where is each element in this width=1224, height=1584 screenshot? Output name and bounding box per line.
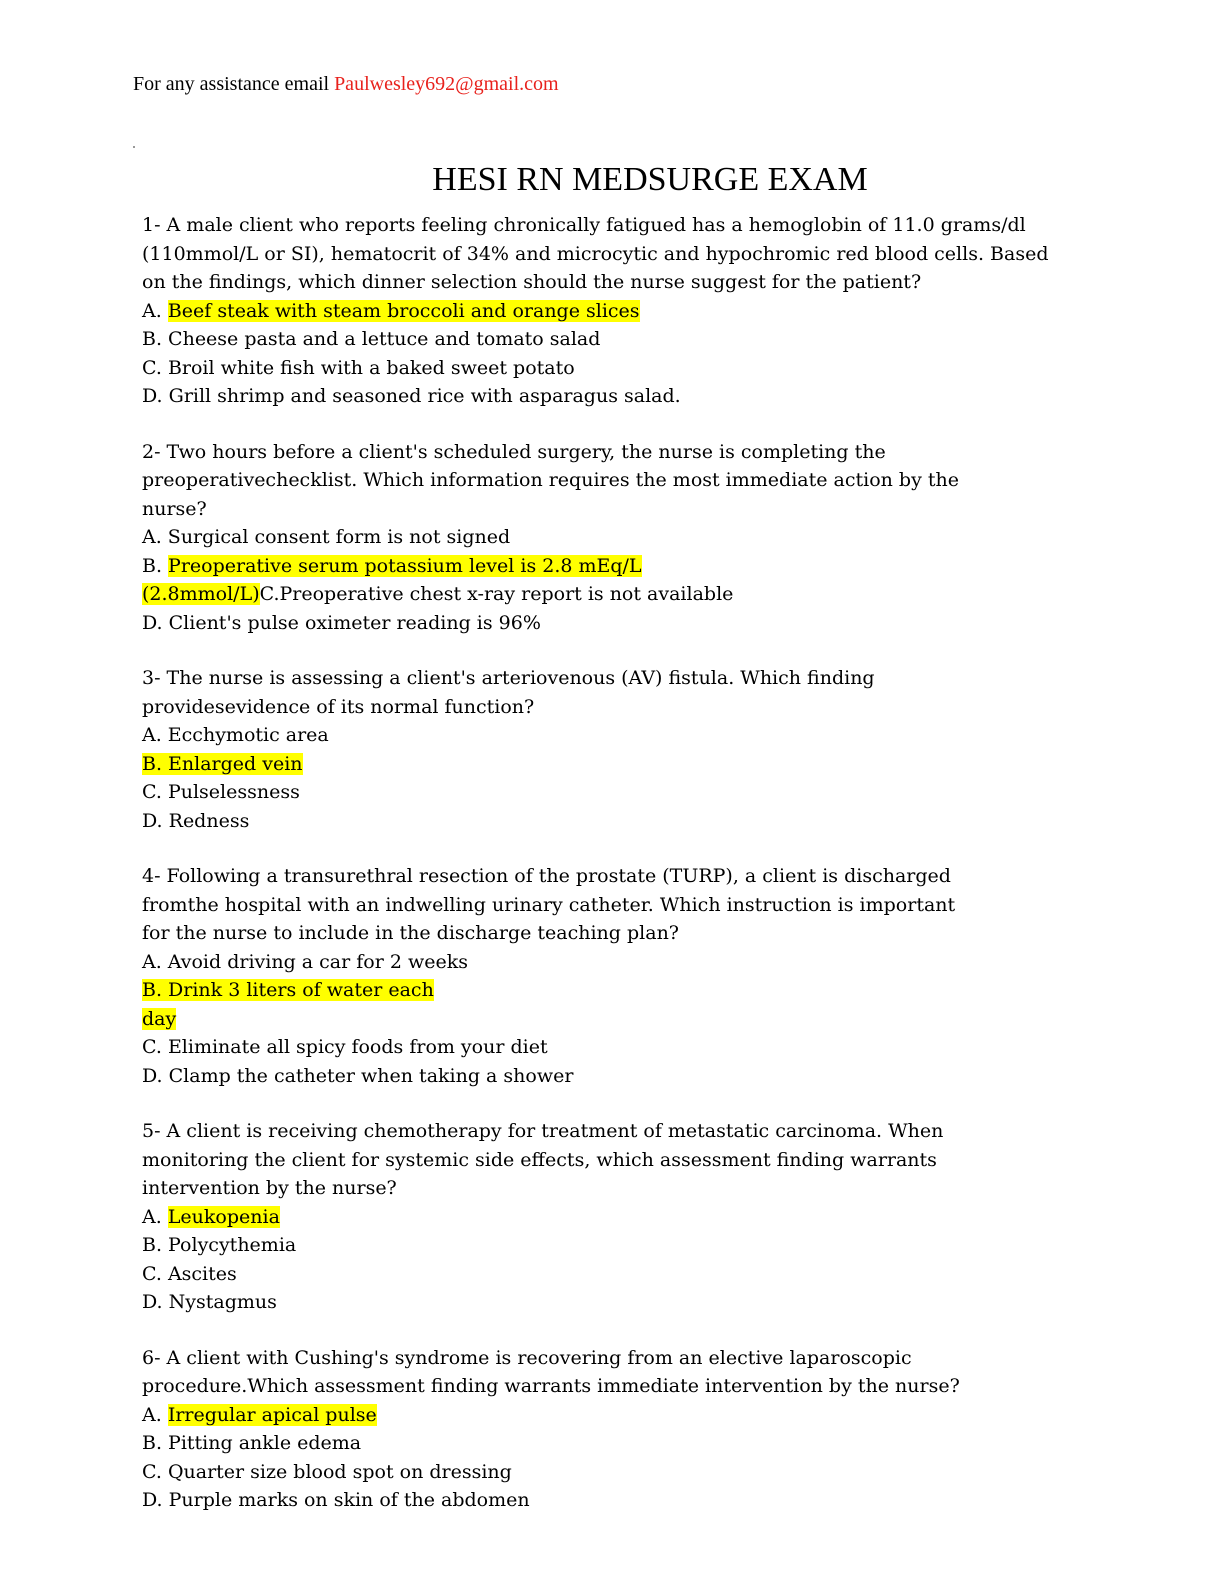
question-1 xyxy=(142,211,1062,411)
highlighted-answer: Leukopenia xyxy=(167,1205,280,1228)
question-stem-line: providesevidence of its normal function? xyxy=(142,695,535,718)
option-a: A. Avoid driving a car for 2 weeks xyxy=(142,950,468,973)
highlighted-answer: Preoperative serum potassium level is 2.8 mEq/L xyxy=(168,554,642,577)
option-d: D. Redness xyxy=(142,809,250,832)
option-a: A. Beef steak with steam broccoli and orange slices xyxy=(142,299,640,322)
option-c: C. Ascites xyxy=(142,1262,237,1285)
option-d: D. Grill shrimp and seasoned rice with asparagus salad. xyxy=(142,385,681,407)
question-2 xyxy=(142,438,1062,638)
option-b-continued xyxy=(142,1005,1062,1034)
highlighted-answer: Beef steak with steam broccoli and orange slices xyxy=(167,299,640,322)
question-6 xyxy=(142,1344,1062,1515)
option-c: C.Preoperative chest x-ray report is not available xyxy=(259,583,734,605)
option-b-continued xyxy=(142,580,1062,609)
option-d: D. Nystagmus xyxy=(142,1291,277,1313)
option-c: C. Eliminate all spicy foods from your diet xyxy=(142,1036,548,1058)
option-b xyxy=(142,976,1062,1005)
question-3 xyxy=(142,664,1062,835)
highlighted-answer: B. Drink 3 liters of water each xyxy=(142,979,434,1001)
option-a: A. Ecchymotic area xyxy=(142,724,329,746)
option-c: C. Quarter size blood spot on dressing xyxy=(142,1460,512,1483)
question-stem-line: intervention by the nurse? xyxy=(142,1177,397,1199)
stray-dot xyxy=(133,146,135,148)
page-title: HESI RN MEDSURGE EXAM xyxy=(432,161,868,198)
option-d: D. Client's pulse oximeter reading is 96% xyxy=(142,611,541,634)
question-stem: 1- A male client who reports feeling chronically fatigued has a hemoglobin of 11.0 grams/dl (110mmol/L or SI), hematocrit of 34% and microcytic and hypochromic red blood cells. Based on the findings, which dinner selection should the nurse suggest for the patient? xyxy=(142,214,1049,293)
option-a: A. Surgical consent form is not signed xyxy=(142,526,511,548)
question-stem-line: procedure.Which assessment finding warrants immediate intervention by the nurse? xyxy=(142,1375,960,1397)
highlighted-answer: B. Enlarged vein xyxy=(142,752,303,775)
question-stem-line: preoperativechecklist. Which information requires the most immediate action by the xyxy=(142,469,959,491)
highlighted-answer: Irregular apical pulse xyxy=(167,1403,377,1426)
question-stem-line: 6- A client with Cushing's syndrome is recovering from an elective laparoscopic xyxy=(142,1346,912,1369)
question-5 xyxy=(142,1117,1062,1317)
question-stem-line: 5- A client is receiving chemotherapy for treatment of metastatic carcinoma. When xyxy=(142,1120,944,1142)
assistance-email-link[interactable]: Paulwesley692@gmail.com xyxy=(334,73,559,95)
option-b: B. Cheese pasta and a lettuce and tomato salad xyxy=(142,328,601,350)
highlighted-answer: (2.8mmol/L) xyxy=(142,583,260,605)
question-stem-line: nurse? xyxy=(142,497,207,520)
option-b: B. Polycythemia xyxy=(142,1234,297,1256)
question-4 xyxy=(142,862,1062,1090)
option-c: C. Pulselessness xyxy=(142,781,300,803)
option-d: D. Purple marks on skin of the abdomen xyxy=(142,1489,530,1511)
option-a: A. Irregular apical pulse xyxy=(142,1403,377,1426)
highlighted-answer: day xyxy=(142,1007,177,1030)
option-d: D. Clamp the catheter when taking a shower xyxy=(142,1064,574,1087)
question-stem-line: 4- Following a transurethral resection of the prostate (TURP), a client is discharged xyxy=(142,865,951,887)
question-stem-line: 3- The nurse is assessing a client's arteriovenous (AV) fistula. Which finding xyxy=(142,667,875,689)
assistance-header xyxy=(133,70,559,98)
question-stem-line: 2- Two hours before a client's scheduled surgery, the nurse is completing the xyxy=(142,440,886,463)
option-c: C. Broil white fish with a baked sweet potato xyxy=(142,356,575,379)
exam-body xyxy=(142,211,1062,1542)
assistance-text: For any assistance email xyxy=(133,73,330,95)
option-b: B. Preoperative serum potassium level is 2.8 mEq/L xyxy=(142,554,642,577)
question-stem-line: monitoring the client for systemic side effects, which assessment finding warrants xyxy=(142,1148,937,1171)
option-b xyxy=(142,750,1062,779)
option-a: A. Leukopenia xyxy=(142,1205,280,1228)
question-stem-line: fromthe hospital with an indwelling urinary catheter. Which instruction is important xyxy=(142,893,956,916)
option-b: B. Pitting ankle edema xyxy=(142,1432,362,1454)
question-stem-line: for the nurse to include in the discharge teaching plan? xyxy=(142,922,679,944)
